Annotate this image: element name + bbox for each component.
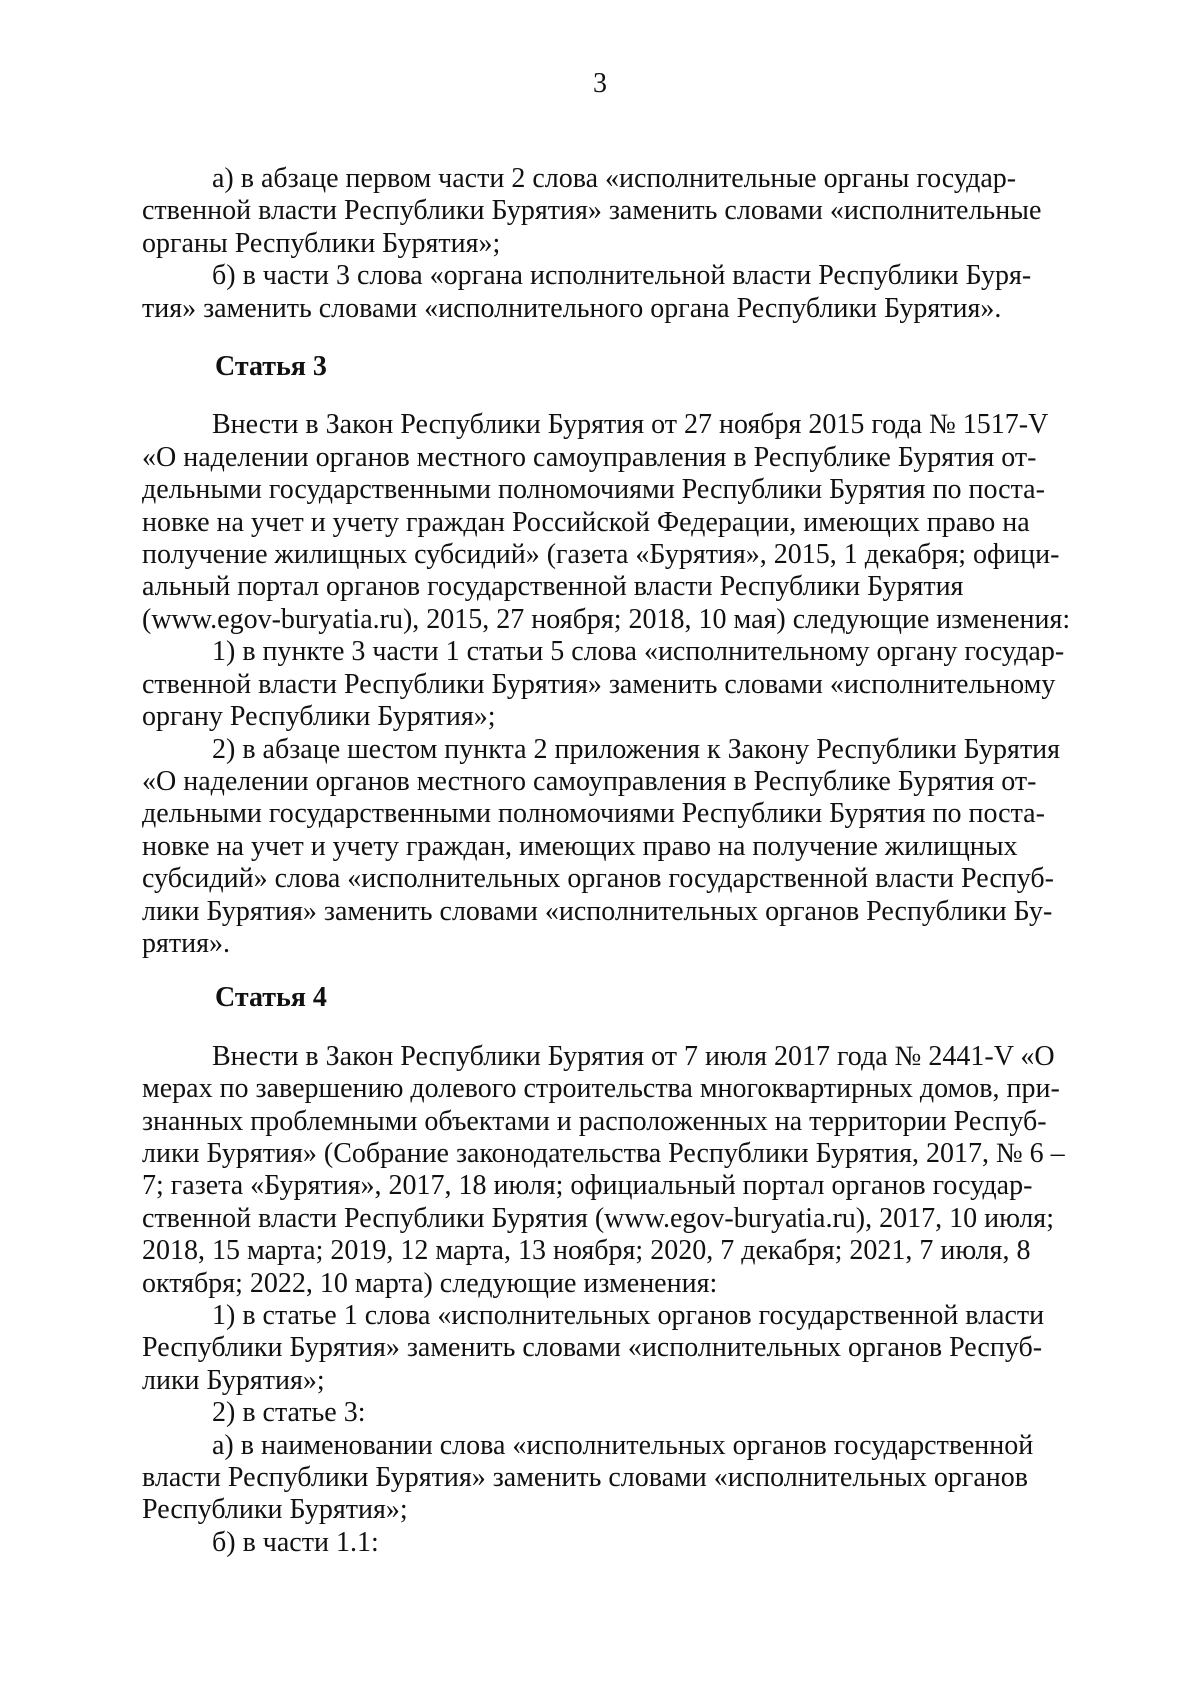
intro-paragraph-b: б) в части 3 слова «органа исполнительной власти Республики Буря- тия» заменить словами «исполнительного органа Республики Бурятия». — [142, 260, 1032, 324]
article-4-item-2a: а) в наименовании слова «исполнительных органов государственной власти Республики Бурятия» заменить словами «исполнительных органов Республики Бурятия»; — [142, 1429, 1034, 1526]
article-3-heading: Статья 3 — [215, 351, 327, 383]
article-3-item-1: 1) в пункте 3 части 1 статьи 5 слова «исполнительному органу государ- ственной власти Республики Бурятия» заменить словами «исполнительному органу Республики Бурятия»; — [142, 636, 1065, 733]
article-4-heading: Статья 4 — [215, 982, 327, 1014]
article-4-lead-paragraph: Внести в Закон Республики Бурятия от 7 июля 2017 года № 2441-V «О мерах по завершению долевого строительства многоквартирных домов, при- знанных проблемными объектами и расположенных на территории Респуб- лики Бурятия» (Собрание законодательства Республики Бурятия, 2017, № 6 – 7; газета «Бурятия», 2017, 18 июля; официальный портал органов государ- ственной власти Республики Бурятия (www.egov-buryatia.ru), 2017, 10 июля; 2018, 15 марта; 2019, 12 марта, 13 ноября; 2020, 7 декабря; 2021, 7 июля, 8 октября; 2022, 10 марта) следующие изменения: — [142, 1040, 1065, 1299]
article-4-item-1: 1) в статье 1 слова «исполнительных органов государственной власти Республики Бурятия» заменить словами «исполнительных органов Респуб- лики Бурятия»; — [142, 1300, 1045, 1396]
page-number: 3 — [593, 68, 607, 99]
intro-paragraph-a: а) в абзаце первом части 2 слова «исполнительные органы государ- ственной власти Республики Бурятия» заменить словами «исполнительные органы Республики Бурятия»; — [142, 163, 1042, 259]
article-3-item-2: 2) в абзаце шестом пункта 2 приложения к Закону Республики Бурятия «О наделении органов местного самоуправления в Республике Бурятия от- дельными государственными полномочиями Республики Бурятия по поста- новке на учет и учету граждан, имеющих право на получение жилищных субсидий» слова «исполнительных органов государственной власти Респуб- лики Бурятия» заменить словами «исполнительных органов Республики Бу- рятия». — [142, 733, 1061, 959]
article-3-lead-paragraph: Внести в Закон Республики Бурятия от 27 ноября 2015 года № 1517-V «О наделении органов местного самоуправления в Республике Бурятия от- дельными государственными полномочиями Республики Бурятия по поста- новке на учет и учету граждан Российской Федерации, имеющих право на получение жилищных субсидий» (газета «Бурятия», 2015, 1 декабря; офици- альный портал органов государственной власти Республики Бурятия (www.egov-buryatia.ru), 2015, 27 ноября; 2018, 10 мая) следующие изменения: — [142, 409, 1071, 635]
article-4-item-2b: б) в части 1.1: — [212, 1526, 379, 1558]
article-4-item-2: 2) в статье 3: — [212, 1397, 366, 1429]
document-body — [142, 163, 1084, 1559]
